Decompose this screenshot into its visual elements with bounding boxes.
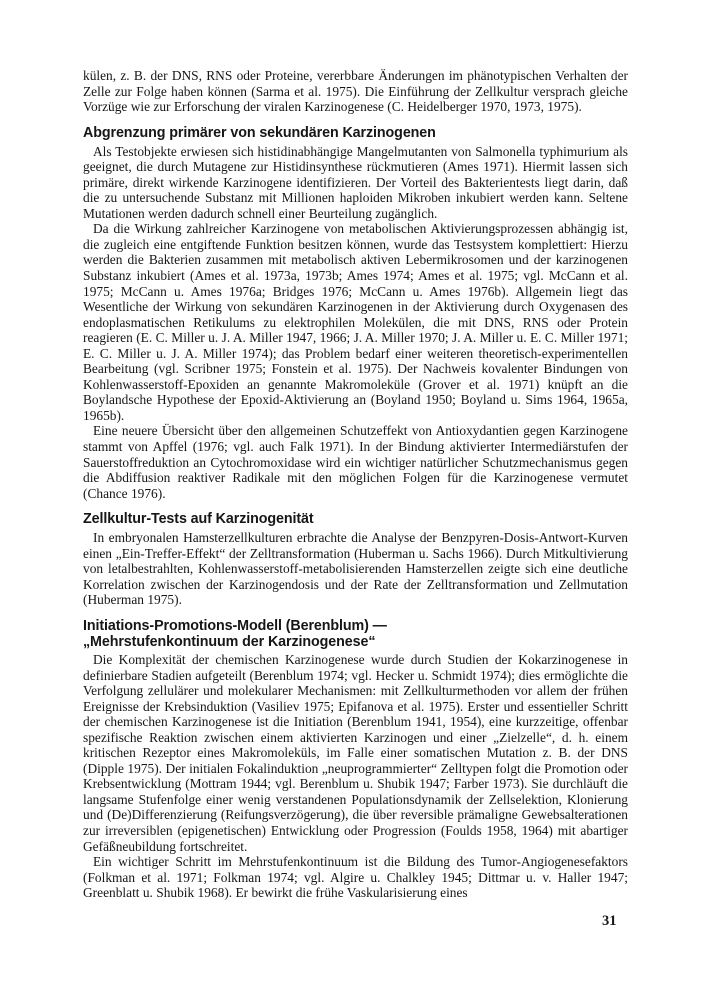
continuation-paragraph: külen, z. B. der DNS, RNS oder Proteine, vererbbare Änderungen im phänotypischen Verhalten der Zelle zur Folge haben können (Sarma et al. 1975). Die Einführung der Zellkultur versprach gleiche Vorzüge wie zur Erforschung der viralen Karzinogenese (C. Heidelberger 1970, 1973, 1975). bbox=[83, 68, 628, 115]
body-paragraph: Ein wichtiger Schritt im Mehrstufenkontinuum ist die Bildung des Tumor-Angiogenesefaktors (Folkman et al. 1971; Folkman 1974; vgl. Algire u. Chalkley 1945; Dittmar u. v. Haller 1947; Greenblatt u. Shubik 1968). Er bewirkt die frühe Vaskularisierung eines bbox=[83, 854, 628, 901]
section-heading-initiation-promotion-model bbox=[83, 618, 628, 650]
body-paragraph: Die Komplexität der chemischen Karzinogenese wurde durch Studien der Kokarzinogenese in definierbare Stadien aufgeteilt (Berenblum 1974; vgl. Hecker u. Schmidt 1974); dies ermöglichte die Verfolgung zellulärer und molekularer Mechanismen: mit Zellkulturmethoden vor allem der frühen Ereignisse der Krebsinduktion (Vasiliev 1975; Epifanova et al. 1975). Erster und essentieller Schritt der chemischen Karzinogenese ist die Initiation (Berenblum 1941, 1954), eine kurzzeitige, offenbar spezifische Reaktion zwischen einem aktivierten Karzinogen und einer „Zielzelle“, d. h. einem kritischen Rezeptor eines Makromoleküls, im Falle einer somatischen Mutation z. B. der DNS (Dipple 1975). Der initialen Fokalinduktion „neuprogrammierter“ Zelltypen folgt die Promotion oder Krebsentwicklung (Mottram 1944; vgl. Berenblum u. Shubik 1947; Farber 1973). Sie durchläuft die langsame Stufenfolge einer wenig verstandenen Populationsdynamik der Zellselektion, Klonierung und (De)Differenzierung (Reifungsverzögerung), die über reversible prämaligne Gewebsalterationen zur irreversiblen (epigenetischen) Entwicklung oder Progression (Foulds 1958, 1964) mit abartiger Gefäßneubildung fortschreitet. bbox=[83, 651, 628, 854]
section-heading-cell-culture-tests: Zellkultur-Tests auf Karzinogenität bbox=[83, 511, 314, 528]
text-column bbox=[83, 68, 628, 901]
page-number: 31 bbox=[602, 913, 617, 929]
body-paragraph: In embryonalen Hamsterzellkulturen erbrachte die Analyse der Benzpyren-Dosis-Antwort-Kurven einen „Ein-Treffer-Effekt“ der Zelltransformation (Huberman u. Sachs 1966). Durch Mitkultivierung von letalbestrahlten, Kohlenwasserstoff-metabolisierenden Hamsterzellen zeigte sich eine deutliche Korrelation zwischen der Karzinogendosis und der Rate der Zelltransformation und Zellmutation (Huberman 1975). bbox=[83, 530, 628, 608]
heading-line-1: Initiations-Promotions-Modell (Berenblum) — bbox=[83, 617, 387, 634]
body-paragraph: Als Testobjekte erwiesen sich histidinabhängige Mangelmutanten von Salmonella typhimurium als geeignet, die durch Mutagene zur Histidinsynthese rückmutieren (Ames 1971). Hiermit lassen sich primäre, direkt wirkende Karzinogene identifizieren. Der Vorteil des Bakterientests liegt darin, daß die zu untersuchende Substanz mit Millionen haploiden Mikroben inkubiert werden kann. Seltene Mutationen werden dadurch schnell einer Beurteilung zugänglich. bbox=[83, 143, 628, 221]
section-heading-primary-secondary-carcinogens: Abgrenzung primärer von sekundären Karzinogenen bbox=[83, 124, 436, 141]
body-paragraph: Eine neuere Übersicht über den allgemeinen Schutzeffekt von Antioxydantien gegen Karzinogene stammt von Apffel (1976; vgl. auch Falk 1971). In der Bindung aktivierter Intermediärstufen der Sauerstoffreduktion an Cytochromoxidase wird ein wichtiger natürlicher Schutzmechanismus gegen die Abdiffusion reaktiver Radikale mit den möglichen Folgen für die Karzinogenese vermutet (Chance 1976). bbox=[83, 423, 628, 501]
heading-line-2: „Mehrstufenkontinuum der Karzinogenese“ bbox=[83, 633, 376, 650]
body-paragraph: Da die Wirkung zahlreicher Karzinogene von metabolischen Aktivierungsprozessen abhängig ist, die zugleich eine entgiftende Funktion besitzen können, wurde das Testsystem komplettiert: Hierzu werden die Bakterien zusammen mit metabolisch aktiven Lebermikrosomen und der karzinogenen Substanz inkubiert (Ames et al. 1973a, 1973b; Ames 1974; Ames et al. 1975; vgl. McCann et al. 1975; McCann u. Ames 1976a; Bridges 1976; McCann u. Ames 1976b). Allgemein liegt das Wesentliche der Wirkung von sekundären Karzinogenen in der Aktivierung durch Oxygenasen des endoplasmatischen Retikulums zu elektrophilen Molekülen, die mit DNS, RNS oder Protein reagieren (E. C. Miller u. J. A. Miller 1947, 1966; J. A. Miller 1970; J. A. Miller u. E. C. Miller 1971; E. C. Miller u. J. A. Miller 1974); das Problem bedarf einer weiteren theoretisch-experimentellen Bearbeitung (vgl. Scribner 1975; Fonstein et al. 1975). Der Nachweis kovalenter Bindungen von Kohlenwasserstoff-Epoxiden an genannte Makromoleküle (Grover et al. 1971) knüpft an die Boylandsche Hypothese der Epoxid-Aktivierung an (Boyland 1950; Boyland u. Sims 1964, 1965a, 1965b). bbox=[83, 221, 628, 423]
